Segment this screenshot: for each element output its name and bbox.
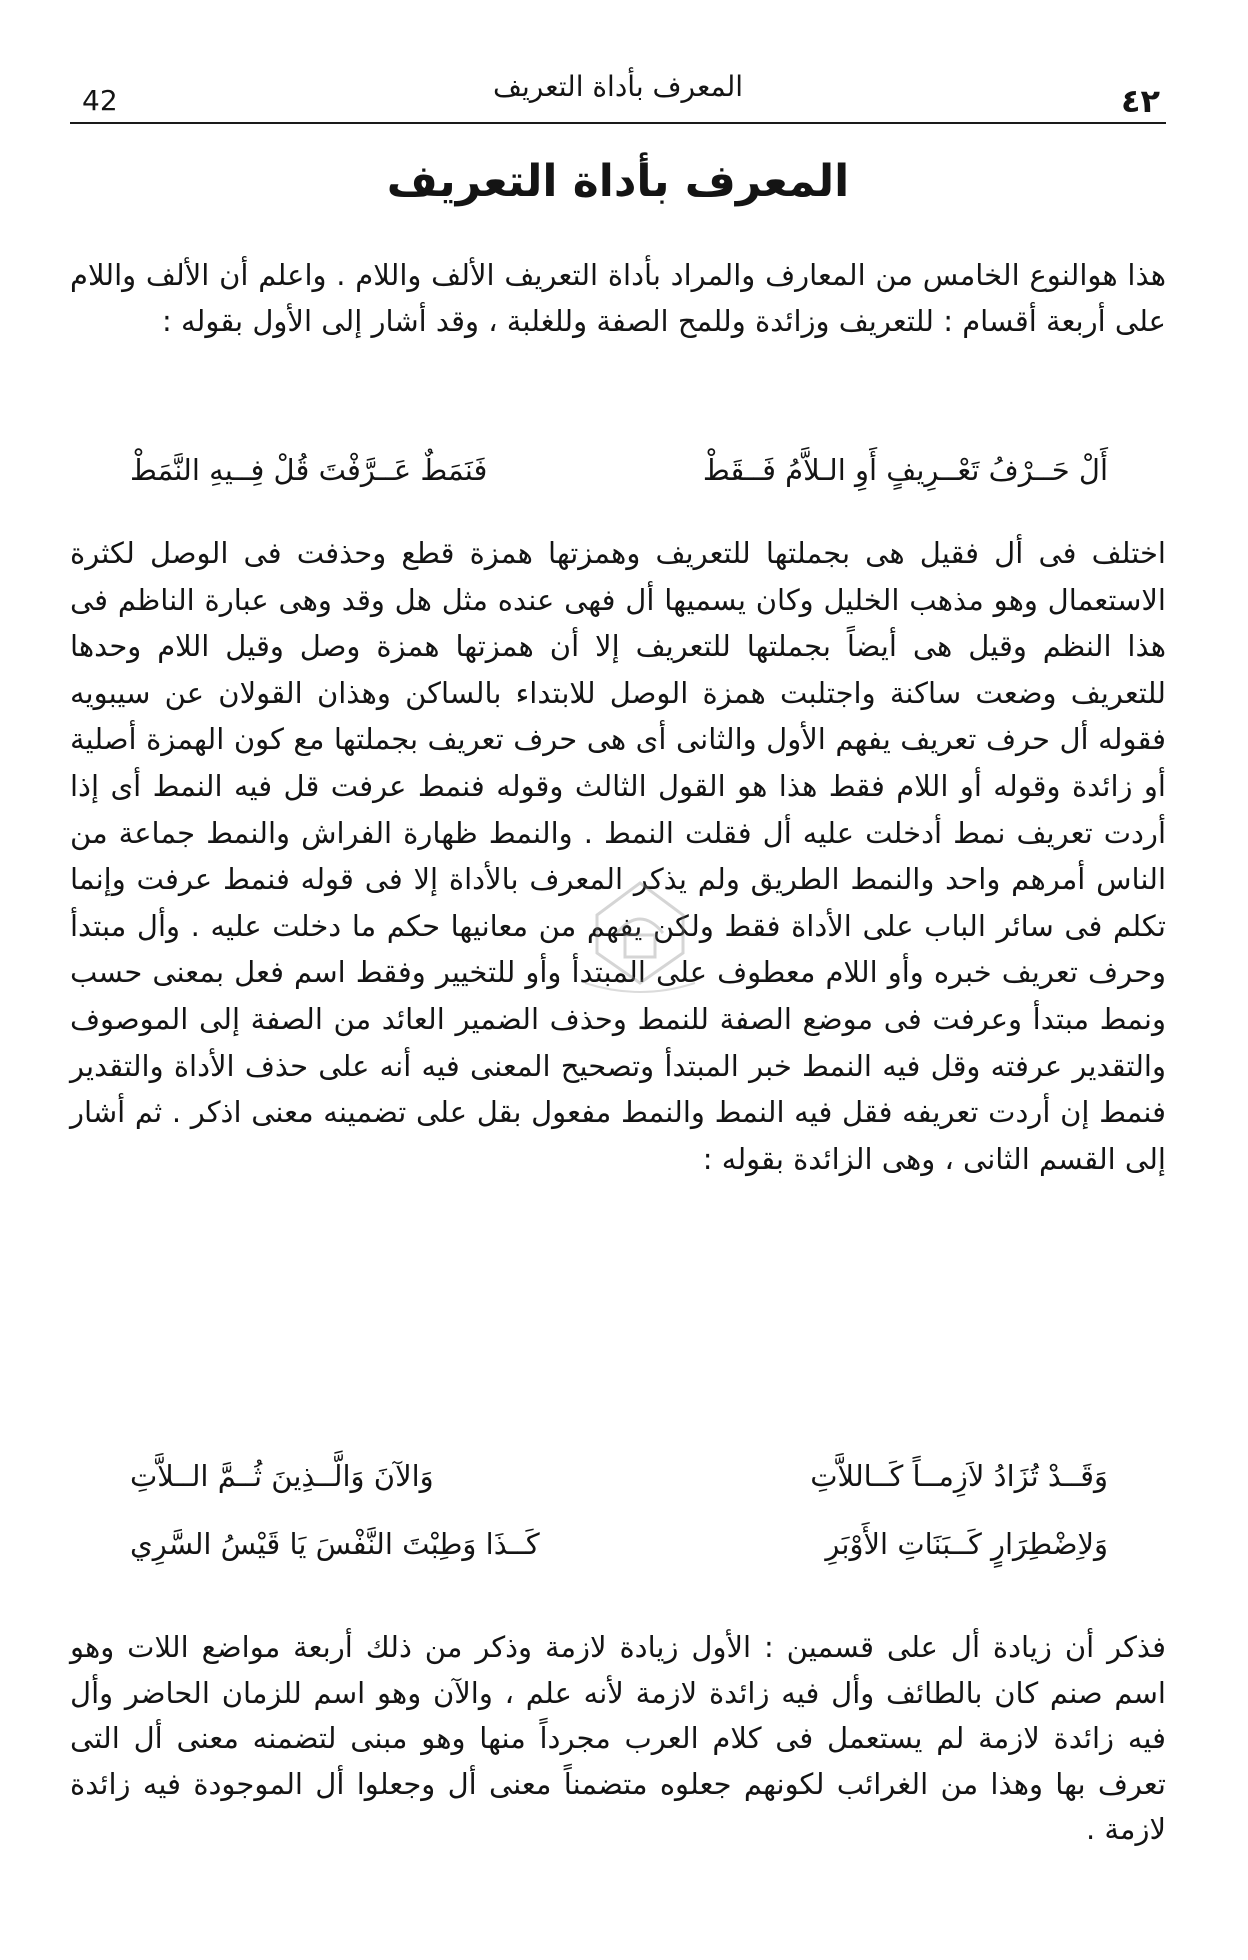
verse-first-hemistich: وَلاِضْطِرَارٍ كَــبَنَاتِ الأَوْبَرِ (825, 1527, 1108, 1561)
verse-second-hemistich: كَــذَا وَطِبْتَ النَّفْسَ يَا قَيْسُ السَّرِي (130, 1527, 540, 1561)
paragraph-commentary: اختلف فى أل فقيل هى بجملتها للتعريف وهمزتها همزة قطع وحذفت فى الوصل لكثرة الاستعمال وهو مذهب الخليل وكان يسميها أل فهى عنده مثل هل وقد وهى عبارة الناظم فى هذا النظم وقيل هى أيضاً بجملتها للتعريف إلا أن همزتها همزة وصل وقيل اللام وحدها للتعريف وضعت ساكنة واجتلبت همزة الوصل للابتداء بالساكن وهذان القولان عن سيبويه فقوله أل حرف تعريف يفهم الأول والثانى أى هى حرف تعريف بجملتها مع كون الهمزة أصلية أو زائدة وقوله أو اللام فقط هذا هو القول الثالث وقوله فنمط عرفت قل فيه النمط أى إذا أردت تعريف نمط أدخلت عليه أل فقلت النمط . والنمط ظهارة الفراش والنمط جماعة من الناس أمرهم واحد والنمط الطريق ولم يذكر المعرف بالأداة إلا فى قوله فنمط عرفت وإنما تكلم فى سائر الباب على الأداة فقط ولكن يفهم من معانيها حكم ما دخلت عليه . وأل مبتدأ وحرف تعريف خبره وأو اللام معطوف على المبتدأ وأو للتخيير وفقط اسم فعل بمعنى حسب ونمط مبتدأ وعرفت فى موضع الصفة للنمط وحذف الضمير العائد من الصفة إلى الموصوف والتقدير عرفته وقل فيه النمط خبر المبتدأ وتصحيح المعنى فيه أنه على حذف الأداة والتقدير فنمط إن أردت تعريفه فقل فيه النمط والنمط مفعول بقل على تضمينه معنى اذكر . ثم أشار إلى القسم الثانى ، وهى الزائدة بقوله : (70, 536, 1166, 1176)
running-title: المعرف بأداة التعريف (492, 70, 744, 103)
library-seal-watermark (555, 870, 725, 1000)
page-number-latin: 42 (82, 84, 118, 117)
chapter-title: المعرف بأداة التعريف (386, 156, 850, 207)
header-rule (70, 122, 1166, 124)
verse-line (130, 448, 1108, 492)
paragraph-closing: فذكر أن زيادة أل على قسمين : الأول زيادة لازمة وذكر من ذلك أربعة مواضع اللات وهو اسم صنم كان بالطائف وأل فيه زائدة لازمة لأنه علم ، والآن وهو اسم للزمان الحاضر وأل فيه زائدة لازمة لم يستعمل فى كلام العرب مجرداً منها وهو مبنى لتضمنه معنى أل التى تعرف بها وهذا من الغرائب لكونهم جعلوه متضمناً معنى أل وجعلوا أل الموجودة فيه زائدة لازمة . (70, 1630, 1166, 1846)
verse-first-hemistich: أَلْ حَــرْفُ تَعْــرِيفٍ أَوِ الـلاَّمُ فَــقَطْ (702, 453, 1108, 487)
verse-line (130, 1454, 1108, 1498)
paragraph-intro: هذا هوالنوع الخامس من المعارف والمراد بأداة التعريف الألف واللام . واعلم أن الألف واللام على أربعة أقسام : للتعريف وزائدة وللمح الصفة وللغلبة ، وقد أشار إلى الأول بقوله : (70, 258, 1166, 338)
page-number-arabic: ٤٢ (1120, 82, 1160, 120)
verse-first-hemistich: وَقَــدْ تُزَادُ لاَزِمــاً كَــاللاَّتِ (810, 1459, 1108, 1493)
verse-line (130, 1522, 1108, 1566)
running-header (70, 66, 1166, 126)
verse-second-hemistich: فَنَمَطٌ عَــرَّفْتَ قُلْ فِــيهِ النَّمَطْ (130, 453, 488, 487)
verse-second-hemistich: وَالآنَ وَالَّــذِينَ ثُــمَّ الــلاَّتِ (130, 1459, 434, 1493)
